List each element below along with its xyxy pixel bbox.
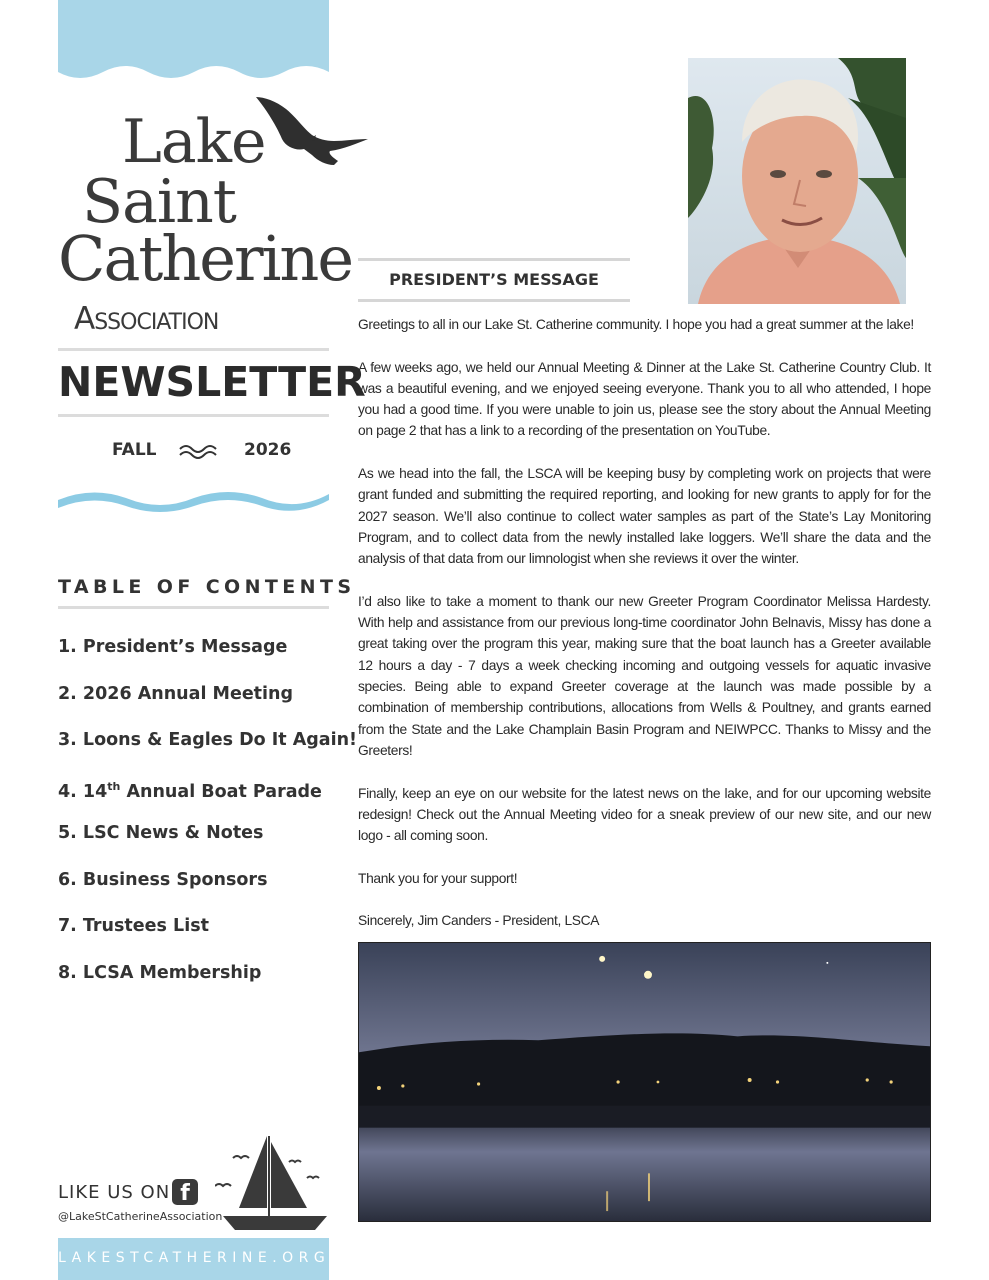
toc-list (58, 632, 357, 1004)
logo-text-catherine: Catherine (58, 222, 353, 295)
top-wave-banner (58, 0, 329, 82)
logo-text-lake: Lake (122, 107, 266, 177)
article-body (358, 314, 931, 953)
divider (58, 414, 329, 417)
toc-item[interactable]: 2. 2026 Annual Meeting (58, 683, 294, 704)
article-paragraph: As we head into the fall, the LSCA will be keeping busy by completing work on projects that were grant funded and submitting the required reporting, and looking for new grants to apply for for the 2027 season. We’ll also continue to collect water samples as part of the State’s Lay Monitoring Program, and to collect data from the newly installed lake loggers. We’ll share the data and the analysis of that data from our limnologist when she reviews it over the winter. (358, 466, 931, 567)
divider (58, 606, 329, 609)
logo-text-saint: Saint (82, 167, 236, 237)
issue-season: FALL (112, 440, 157, 460)
toc-item-text: 4. 14 (58, 781, 108, 802)
toc-item[interactable]: 7. Trustees List (58, 916, 209, 936)
toc-item[interactable]: 8. LCSA Membership (58, 962, 262, 983)
toc-item[interactable]: 6. Business Sponsors (58, 869, 268, 890)
toc-item[interactable]: 1. President’s Message (58, 637, 288, 657)
toc-item[interactable]: 5. LSC News & Notes (58, 823, 264, 843)
divider (58, 348, 329, 351)
article-paragraph: Greetings to all in our Lake St. Catherine community. I hope you had a great summer at the lake! (358, 317, 914, 332)
small-waves-icon (178, 441, 218, 461)
article-paragraph: A few weeks ago, we held our Annual Meeting & Dinner at the Lake St. Catherine Country Club. It was a beautiful evening, and we enjoyed seeing everyone. Thank you to all who attended, I hope you had a good time. If you were unable to join us, please see the story about the Annual Meeting on page 2 that has a link to a recording of the presentation on YouTube. (358, 359, 931, 439)
toc-item-text: Annual Boat Parade (120, 781, 322, 802)
sailboat-icon (215, 1132, 330, 1242)
website-link[interactable]: LAKESTCATHERINE.ORG (58, 1250, 331, 1266)
divider (358, 299, 630, 302)
toc-item[interactable] (58, 772, 357, 819)
article-heading: PRESIDENT’S MESSAGE (389, 270, 599, 289)
issue-year: 2026 (244, 440, 292, 460)
toc-heading: TABLE OF CONTENTS (58, 576, 356, 598)
toc-item-superscript: th (107, 779, 121, 793)
article-paragraph: Thank you for your support! (358, 870, 518, 886)
facebook-handle[interactable]: @LakeStCatherineAssociation (58, 1210, 223, 1223)
eagle-icon (252, 95, 372, 175)
article-signature: Sincerely, Jim Canders - President, LSCA (358, 913, 600, 929)
lake-night-photo (358, 942, 931, 1222)
logo-text-association: Association (74, 301, 219, 337)
facebook-icon[interactable]: f (172, 1179, 198, 1205)
article-paragraph: I’d also like to take a moment to thank our new Greeter Program Coordinator Melissa Hardesty. With help and assistance from our previous long-time coordinator John Belnavis, Missy has done a great taking over the program this year, making sure that the boat launch has a Greeter available 12 hours a day - 7 days a week checking incoming and outgoing vessels for aquatic invasive species. Being able to expand Greeter coverage at the launch was made possible by a combination of membership contributions, allocations from Wells & Poultney, and grants earned from the State and the Lake Champlain Basin Program and NEIWPCC. Thanks to Missy and the Greeters! (358, 593, 931, 758)
newsletter-title: NEWSLETTER (58, 358, 366, 406)
like-us-label: LIKE US ON (58, 1182, 171, 1203)
toc-item[interactable]: 3. Loons & Eagles Do It Again! (58, 730, 358, 750)
article-paragraph: Finally, keep an eye on our website for the latest news on the lake, and for our upcoming website redesign! Check out the Annual Meeting video for a sneak preview of our new site, and our new logo - all coming soon. (358, 785, 931, 844)
president-portrait-photo (688, 58, 906, 304)
wave-divider (58, 484, 329, 518)
divider (358, 258, 630, 261)
